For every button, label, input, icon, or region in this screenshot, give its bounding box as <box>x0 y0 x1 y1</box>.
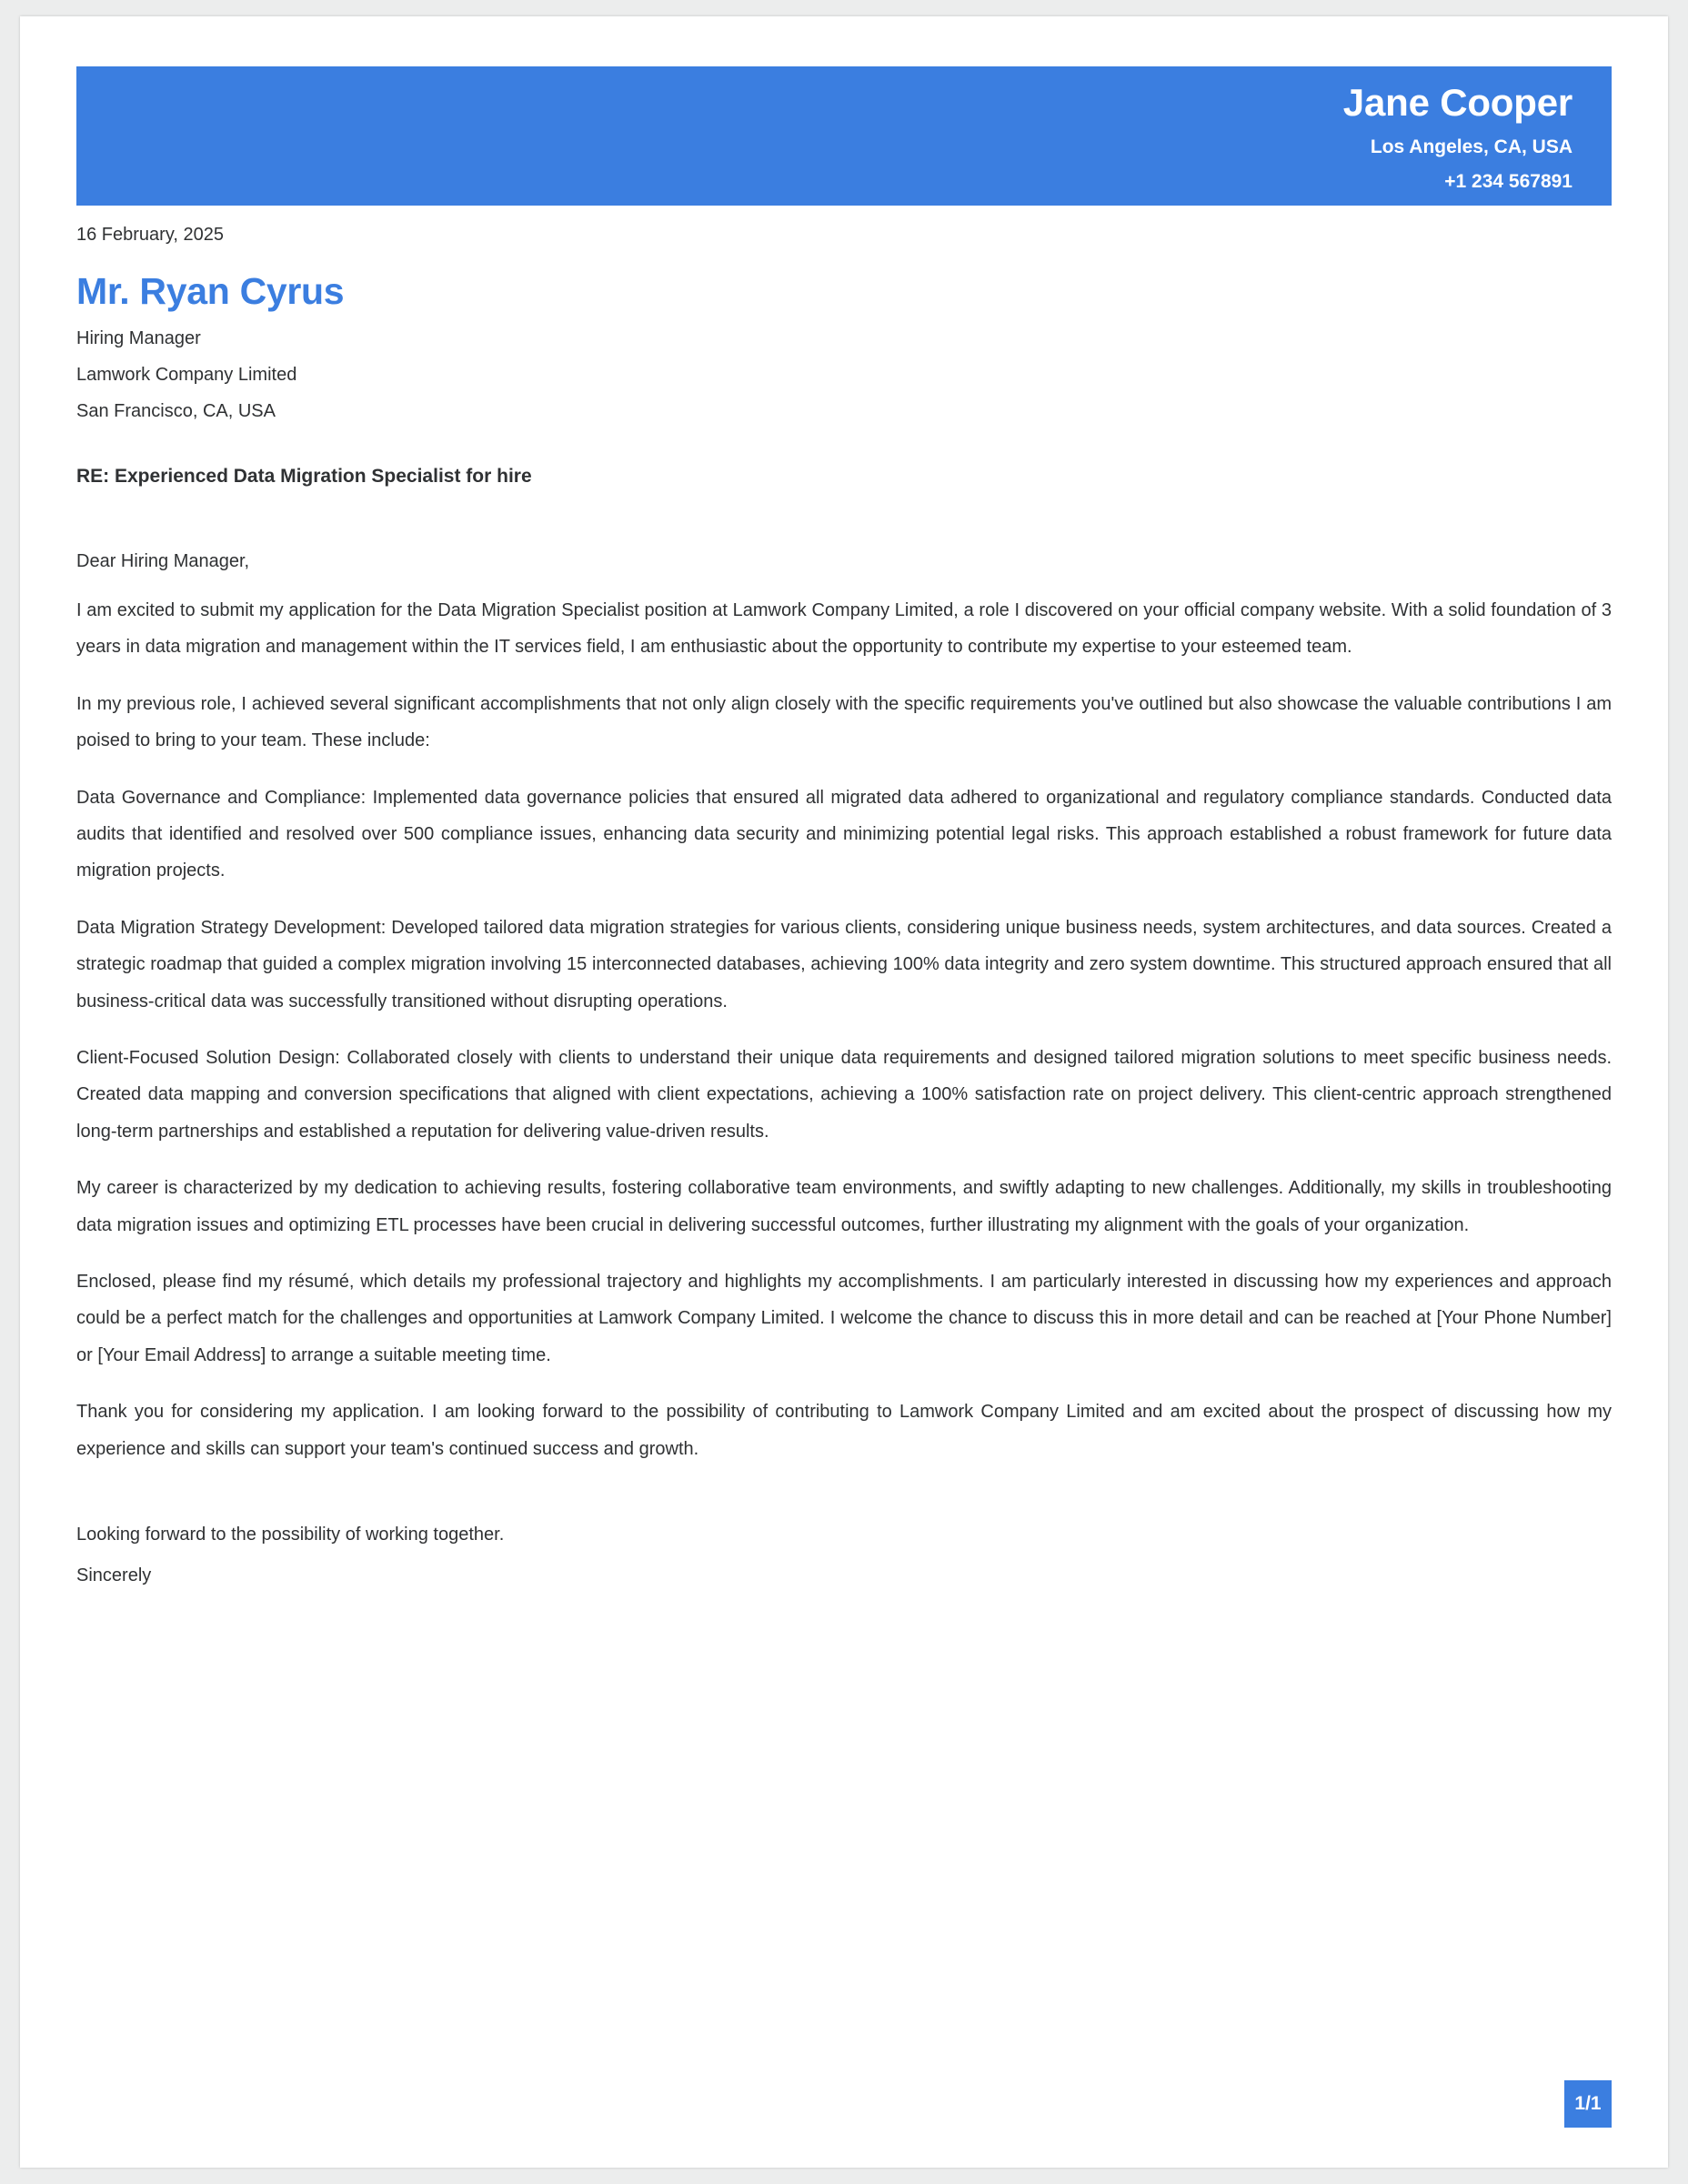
body-paragraph: In my previous role, I achieved several significant accomplishments that not only align closely with the specific requirements you've outlined but also showcase the valuable contributions I am poised to bring to your team. These include: <box>76 693 1612 751</box>
body-paragraph: Data Governance and Compliance: Implemented data governance policies that ensured all migrated data adhered to organizational and regulatory compliance standards. Conducted data audits that identified and resolved over 500 compliance issues, enhancing data security and minimizing potential legal risks. This approach established a robust framework for future data migration projects. <box>76 787 1612 881</box>
recipient-name: Mr. Ryan Cyrus <box>76 270 345 312</box>
letter-body <box>76 224 1612 1586</box>
cover-letter-page <box>20 16 1668 2168</box>
body-paragraph: I am excited to submit my application for the Data Migration Specialist position at Lamwork Company Limited, a role I discovered on your official company website. With a solid foundation of 3 years in data migration and management within the IT services field, I am enthusiastic about the opportunity to contribute my expertise to your esteemed team. <box>76 600 1612 658</box>
salutation: Dear Hiring Manager, <box>76 551 250 572</box>
body-paragraph: Enclosed, please find my résumé, which details my professional trajectory and highlights my accomplishments. I am particularly interested in discussing how my experiences and approach could be a perfect match for the challenges and opportunities at Lamwork Company Limited. I welcome the chance to discuss this in more detail and can be reached at [Your Phone Number] or [Your Email Address] to arrange a suitable meeting time. <box>76 1271 1612 1365</box>
body-paragraph: Data Migration Strategy Development: Developed tailored data migration strategies for various clients, considering unique business needs, system architectures, and data sources. Created a strategic roadmap that guided a complex migration involving 15 interconnected databases, achieving 100% data integrity and zero system downtime. This structured approach ensured that all business-critical data was successfully transitioned without disrupting operations. <box>76 917 1612 1011</box>
recipient-location: San Francisco, CA, USA <box>76 400 276 421</box>
closing-statement: Looking forward to the possibility of working together. <box>76 1524 505 1545</box>
sender-header-band <box>76 66 1612 228</box>
subject-line: RE: Experienced Data Migration Specialist for hire <box>76 465 532 487</box>
body-paragraph: My career is characterized by my dedication to achieving results, fostering collaborative team environments, and swiftly adapting to new challenges. Additionally, my skills in troubleshooting data migration issues and optimizing ETL processes have been crucial in delivering successful outcomes, further illustrating my alignment with the goals of your organization. <box>76 1178 1612 1235</box>
sender-phone: +1 234 567891 <box>1444 171 1572 193</box>
page-number-badge: 1/1 <box>1564 2080 1612 2128</box>
sign-off: Sincerely <box>76 1565 152 1585</box>
recipient-company: Lamwork Company Limited <box>76 364 297 385</box>
recipient-title: Hiring Manager <box>76 327 201 348</box>
closing-block <box>76 1524 1612 1586</box>
body-paragraph: Client-Focused Solution Design: Collaborated closely with clients to understand their unique data requirements and designed tailored migration solutions to meet specific business needs. Created data mapping and conversion specifications that aligned with client expectations, achieving a 100% satisfaction rate on project delivery. This client-centric approach strengthened long-term partnerships and established a reputation for delivering value-driven results. <box>76 1048 1612 1142</box>
sender-email: janecooper@lamwork.com <box>1330 206 1572 228</box>
sender-name: Jane Cooper <box>1342 81 1572 124</box>
body-paragraph: Thank you for considering my application. I am looking forward to the possibility of contributing to Lamwork Company Limited and am excited about the prospect of discussing how my experience and skills can support your team's continued success and growth. <box>76 1402 1612 1459</box>
sender-location: Los Angeles, CA, USA <box>1370 136 1572 158</box>
letter-date: 16 February, 2025 <box>76 225 224 245</box>
